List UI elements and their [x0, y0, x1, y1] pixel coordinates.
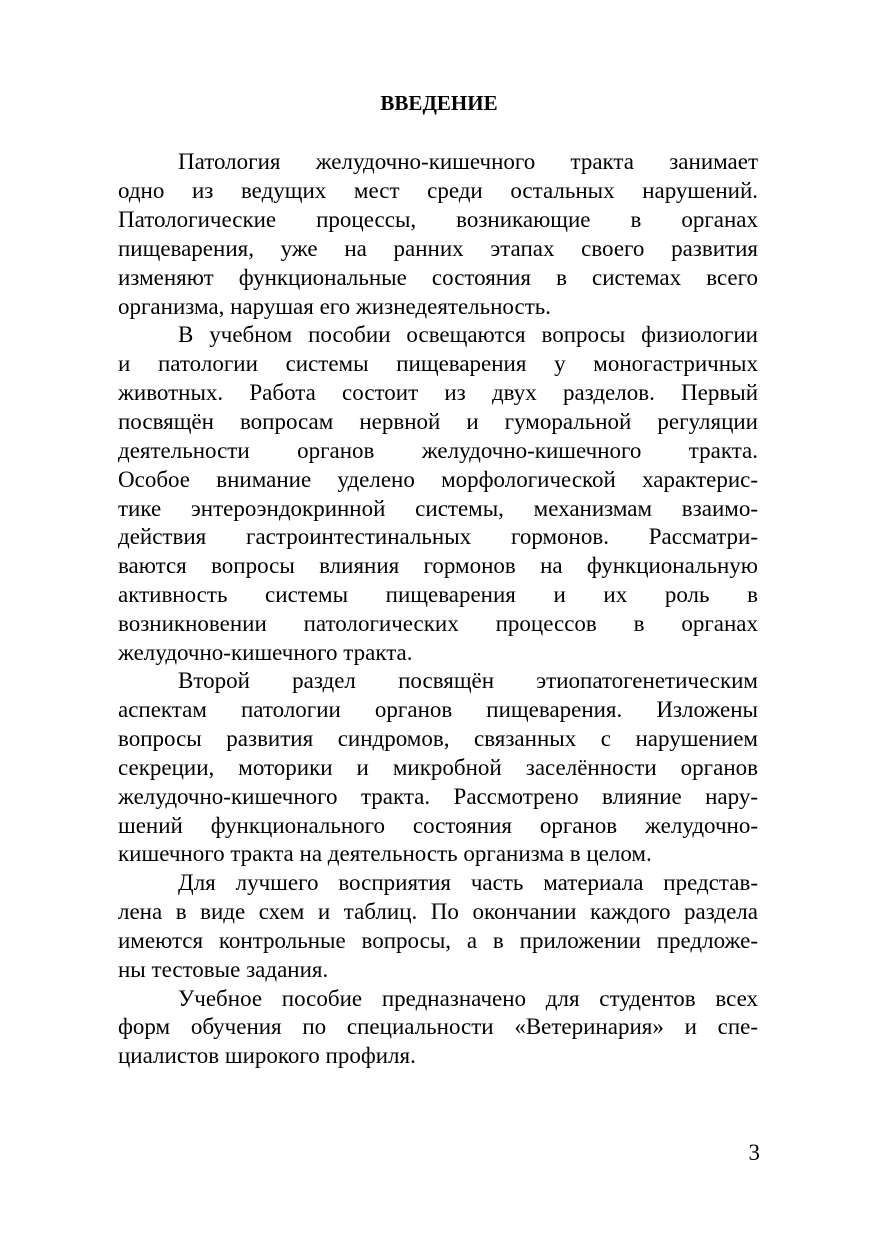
- text-line: кишечного тракта на деятельность организма в целом.: [118, 841, 652, 866]
- text-line: аспектам патологии органов пищеварения. Изложены: [118, 697, 758, 722]
- text-line: циалистов широкого профиля.: [118, 1043, 416, 1068]
- text-line: форм обучения по специальности «Ветеринария» и спе-: [118, 1014, 758, 1039]
- text-line: шений функционального состояния органов желудочно-: [118, 813, 758, 838]
- text-line: Учебное пособие предназначено для студентов всех: [178, 986, 758, 1011]
- text-line: лена в виде схем и таблиц. По окончании каждого раздела: [118, 899, 758, 924]
- text-line: посвящён вопросам нервной и гуморальной регуляции: [118, 409, 758, 434]
- text-line: секреции, моторики и микробной заселённости органов: [118, 755, 758, 780]
- text-line: деятельности органов желудочно-кишечного тракта.: [118, 438, 758, 463]
- text-line: Особое внимание уделено морфологической характерис-: [118, 467, 758, 492]
- text-line: действия гастроинтестинальных гормонов. Рассматри-: [118, 524, 758, 549]
- text-line: тике энтероэндокринной системы, механизмам взаимо-: [118, 496, 758, 521]
- text-line: одно из ведущих мест среди остальных нарушений.: [118, 178, 758, 203]
- text-line: изменяют функциональные состояния в системах всего: [118, 265, 758, 290]
- text-line: и патологии системы пищеварения у моногастричных: [118, 351, 758, 376]
- text-line: Второй раздел посвящён этиопатогенетическим: [178, 668, 758, 693]
- text-line: возникновении патологических процессов в органах: [118, 611, 758, 636]
- text-line: Патологические процессы, возникающие в органах: [118, 207, 758, 232]
- text-line: имеются контрольные вопросы, а в приложении предложе-: [118, 928, 758, 953]
- text-line: животных. Работа состоит из двух разделов. Первый: [118, 380, 758, 405]
- text-line: ны тестовые задания.: [118, 957, 329, 982]
- text-line: вопросы развития синдромов, связанных с нарушением: [118, 726, 758, 751]
- text-line: пищеварения, уже на ранних этапах своего развития: [118, 236, 758, 261]
- text-line: В учебном пособии освещаются вопросы физиологии: [178, 322, 758, 347]
- page-number: 3: [748, 1140, 760, 1165]
- text-line: желудочно-кишечного тракта.: [118, 640, 413, 665]
- text-line: Для лучшего восприятия часть материала представ-: [178, 870, 758, 895]
- text-line: желудочно-кишечного тракта. Рассмотрено влияние нару-: [118, 784, 758, 809]
- text-line: Патология желудочно-кишечного тракта занимает: [178, 149, 758, 174]
- text-line: организма, нарушая его жизнедеятельность.: [118, 294, 552, 319]
- page-title: ВВЕДЕНИЕ: [380, 91, 498, 115]
- text-line: ваются вопросы влияния гормонов на функциональную: [118, 553, 758, 578]
- text-line: активность системы пищеварения и их роль в: [118, 582, 758, 607]
